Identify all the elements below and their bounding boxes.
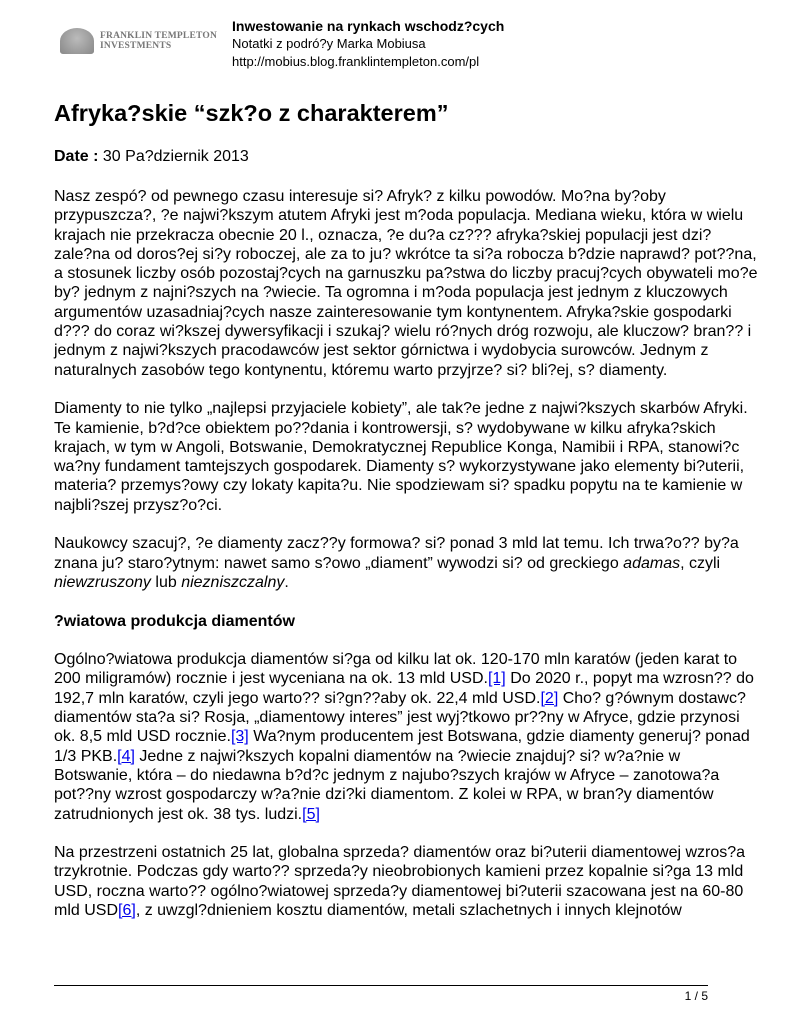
- text-line: [54, 264, 774, 283]
- italic-text: niezniszczalny: [181, 573, 285, 591]
- text-line: [54, 862, 774, 881]
- text-segment: pot??ny wzrost gospodarczy w?a?nie dzi?ki diamentom. Z kolei w RPA, w bran?y diamentów: [54, 786, 714, 804]
- text-line: [54, 747, 774, 766]
- text-line: [54, 245, 774, 264]
- text-segment: 1/3 PKB.: [54, 747, 118, 765]
- text-segment: materia? przemys?owy czy lokaty kapita?u. Nie spodziewam si? spadku popytu na te kamienie w: [54, 477, 743, 495]
- text-line: [54, 785, 774, 804]
- paragraph: [54, 650, 774, 824]
- text-segment: a stosunek liczby osób pozostaj?cych na garnuszku pa?stwa do liczby pracuj?cych obywateli mo?e: [54, 265, 758, 283]
- text-segment: zale?na od doros?ej si?y roboczej, ale za to ju? wkrótce ta si?a robocza b?dzie naprawd? pot??na,: [54, 245, 757, 263]
- text-segment: 200 miligramów) rocznie i jest wyceniana na ok. 13 mld USD.: [54, 670, 488, 688]
- footnote-link[interactable]: [2]: [540, 689, 559, 707]
- footnote-link[interactable]: [3]: [230, 728, 249, 746]
- section-heading: ?wiatowa produkcja diamentów: [54, 612, 295, 630]
- text-segment: ok. 8,5 mld USD rocznie.: [54, 728, 231, 746]
- footnote-link[interactable]: [5]: [302, 805, 320, 823]
- text-line: [54, 708, 774, 727]
- footnote-link[interactable]: [4]: [117, 747, 135, 765]
- text-line: [54, 322, 774, 341]
- text-segment: Na przestrzeni ostatnich 25 lat, globalna sprzeda? diamentów oraz bi?uterii diamentowej wzros?a: [54, 844, 746, 862]
- text-segment: zatrudnionych jest ok. 38 tys. ludzi.: [54, 805, 303, 823]
- text-segment: trzykrotnie. Podczas gdy warto?? sprzeda?y nieobrobionych kamieni przez kopalnie si?ga 13 mld: [54, 863, 744, 881]
- text-segment: wa?ny fundament tamtejszych gospodarek. Diamenty s? wykorzystywane jako elementy bi?uterii,: [54, 458, 745, 476]
- text-line: [54, 882, 774, 901]
- text-segment: Cho? g?ównym dostawc?: [558, 689, 746, 707]
- text-segment: argumentów uzasadniaj?cych nasze zainteresowanie tym kontynentem. Afryka?skie gospodarki: [54, 303, 732, 321]
- logo-portrait-icon: [60, 28, 94, 54]
- text-line: [54, 805, 774, 824]
- text-segment: jednym z najwi?kszych pracodawców jest sektor górnictwa i wydobycia surowców. Jednym z: [54, 342, 709, 360]
- article-date: [54, 148, 249, 166]
- text-line: [54, 901, 774, 920]
- text-line: [54, 457, 774, 476]
- text-segment: znana ju? staro?ytnym: nawet samo s?owo „diament” wywodzi si? od greckiego: [54, 554, 624, 572]
- text-segment: krajach, w tym w Angoli, Botswanie, Demokratycznej Republice Konga, Namibii i RPA, stanowi?c: [54, 438, 740, 456]
- article-title: Afryka?skie “szk?o z charakterem”: [54, 100, 449, 126]
- text-segment: by? jednym z najni?szych na ?wiecie. Ta ogromna i m?oda populacja jest jednym z kluczowych: [54, 284, 728, 302]
- text-line: [54, 689, 774, 708]
- text-segment: Botswanie, która – do niedawna b?d?c jednym z najubo?szych krajów w Afryce – zanotowa?a: [54, 766, 720, 784]
- text-line: [54, 573, 774, 592]
- text-line: [54, 206, 774, 225]
- text-segment: lub: [150, 573, 182, 591]
- text-line: [54, 766, 774, 785]
- text-line: [54, 226, 774, 245]
- paragraph: [54, 399, 774, 515]
- text-segment: Ogólno?wiatowa produkcja diamentów si?ga od kilku lat ok. 120-170 mln karatów (jeden karat to: [54, 651, 738, 669]
- page-header: [232, 17, 504, 71]
- text-line: [54, 476, 774, 495]
- header-url: http://mobius.blog.franklintempleton.com/pl: [232, 54, 480, 69]
- text-line: [54, 669, 774, 688]
- footnote-link[interactable]: [6]: [118, 901, 136, 919]
- text-segment: , czyli: [680, 554, 721, 572]
- text-segment: 192,7 mln karatów, czyli jego warto?? si?gn??aby ok. 22,4 mld USD.: [54, 689, 541, 707]
- text-line: [54, 187, 774, 206]
- text-line: [54, 341, 774, 360]
- text-segment: Jedne z najwi?kszych kopalni diamentów na ?wiecie znajduj? si? w?a?nie w: [134, 747, 681, 765]
- header-subtitle: Notatki z podró?y Marka Mobiusa: [232, 36, 426, 51]
- text-segment: USD, roczna warto?? ogólno?wiatowej sprzeda?y diamentowej bi?uterii szacowana jest na 60-80: [54, 882, 744, 900]
- text-line: [54, 438, 774, 457]
- text-line: [54, 283, 774, 302]
- text-line: [54, 534, 774, 553]
- text-line: [54, 496, 774, 515]
- paragraph: [54, 534, 774, 592]
- date-value: 30 Pa?dziernik 2013: [102, 148, 249, 165]
- text-line: [54, 650, 774, 669]
- text-line: [54, 419, 774, 438]
- italic-text: niewzruszony: [54, 573, 151, 591]
- footer-divider: [54, 985, 708, 986]
- paragraph: [54, 843, 774, 920]
- text-segment: mld USD: [54, 901, 119, 919]
- text-line: [54, 554, 774, 573]
- text-segment: Wa?nym producentem jest Botswana, gdzie diamenty generuj? ponad: [248, 728, 750, 746]
- page-number: 1 / 5: [684, 989, 708, 1003]
- text-segment: najbli?szej przysz?o?ci.: [54, 496, 223, 514]
- text-segment: .: [284, 573, 289, 591]
- text-segment: krajach nie przekracza obecnie 20 l., oznacza, ?e du?a cz??? afryka?skiej populacji jest dzi?: [54, 226, 712, 244]
- italic-text: adamas: [623, 554, 681, 572]
- text-segment: , z uwzgl?dnieniem kosztu diamentów, metali szlachetnych i innych klejnotów: [135, 901, 682, 919]
- text-line: [54, 303, 774, 322]
- text-line: [54, 727, 774, 746]
- text-segment: Te kamienie, b?d?ce obiektem po??dania i kontrowersji, s? wydobywane w kilku afryka?skich: [54, 419, 716, 437]
- text-segment: Do 2020 r., popyt ma wzrosn?? do: [505, 670, 754, 688]
- article-body: [54, 187, 774, 940]
- text-segment: Nasz zespó? od pewnego czasu interesuje si? Afryk? z kilku powodów. Mo?na by?oby: [54, 188, 666, 205]
- date-label: Date :: [54, 148, 99, 165]
- text-segment: d??? do coraz wi?kszej dywersyfikacji i szukaj? wielu ró?nych dróg rozwoju, ale kluczow? bran?? i: [54, 323, 752, 341]
- paragraph: [54, 187, 774, 380]
- text-segment: diamentów sta?a si? Rosja, „diamentowy interes” jest wyj?tkowo pr??ny w Afryce, gdzie przynosi: [54, 709, 740, 727]
- text-line: [54, 361, 774, 380]
- text-segment: naturalnych zasobów tego kontynentu, któremu warto przyjrze? si? bli?ej, s? diamenty.: [54, 361, 668, 379]
- text-segment: Diamenty to nie tylko „najlepsi przyjaciele kobiety”, ale tak?e jedne z najwi?kszych skarbów Afryki.: [54, 400, 748, 418]
- footnote-link[interactable]: [1]: [487, 670, 506, 688]
- text-segment: Naukowcy szacuj?, ?e diamenty zacz??y formowa? si? ponad 3 mld lat temu. Ich trwa?o?? by?a: [54, 535, 739, 553]
- text-segment: przypuszcza?, ?e najwi?kszym atutem Afryki jest m?oda populacja. Mediana wieku, która w wielu: [54, 207, 744, 225]
- logo-text: FRANKLIN TEMPLETON INVESTMENTS: [100, 31, 218, 51]
- text-line: [54, 399, 774, 418]
- franklin-templeton-logo: [60, 28, 217, 54]
- text-line: [54, 843, 774, 862]
- header-title: Inwestowanie na rynkach wschodz?cych: [232, 18, 505, 34]
